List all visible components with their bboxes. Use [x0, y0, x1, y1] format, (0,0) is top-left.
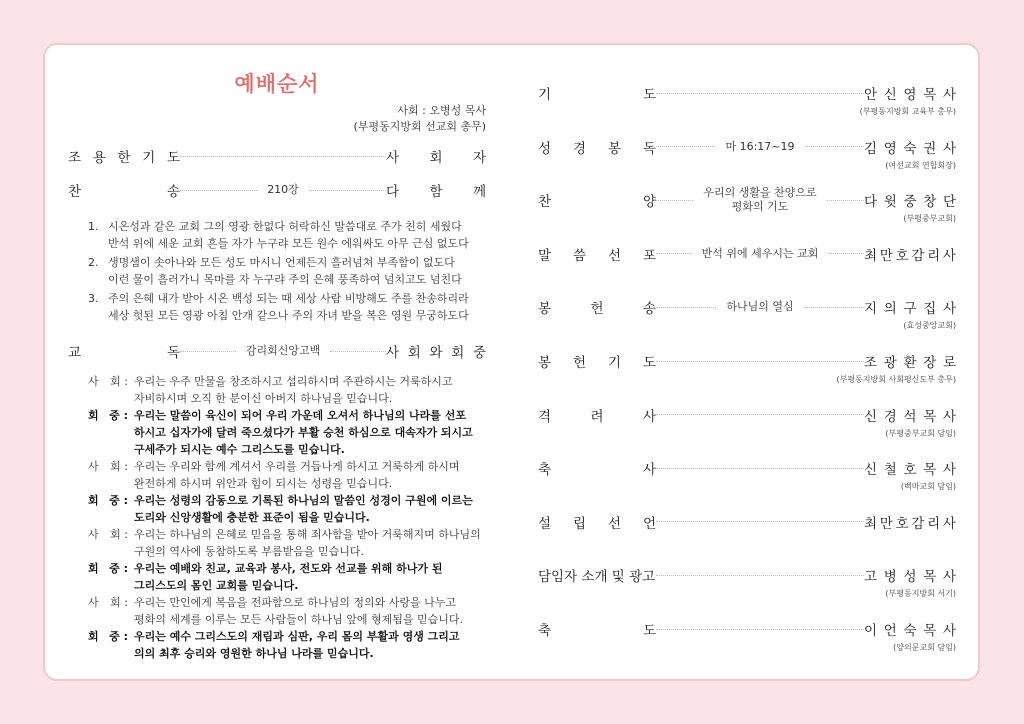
verse-text: [108, 218, 469, 252]
leader-line: [656, 146, 715, 147]
char: 숙: [903, 140, 917, 157]
program-item-person: [864, 619, 956, 639]
verse-line: 반석 위에 세운 교회 흔들 자가 누구랴 모든 원수 에워싸도 아무 근심 없도다: [108, 237, 469, 250]
response-text: [134, 526, 481, 560]
response-text: [134, 594, 463, 628]
char: 감: [911, 515, 925, 532]
speaker-char: 중 :: [109, 409, 128, 422]
reading-detail: [246, 344, 320, 358]
char: 병: [883, 569, 897, 586]
speaker-char: 회: [88, 494, 99, 507]
char: 와: [429, 345, 443, 361]
response-paragraph: [88, 526, 488, 560]
char: 기: [142, 150, 156, 166]
program-item-label: [538, 297, 656, 317]
char: 구: [903, 301, 917, 318]
char: 송: [166, 184, 180, 200]
program-item-detail-line: 하나님의 열심: [726, 300, 794, 314]
char: 다: [386, 184, 400, 200]
speaker-char: 중 :: [109, 494, 128, 507]
program-item-middle: [656, 414, 864, 415]
char: 려: [590, 408, 604, 425]
char: 언: [642, 515, 656, 532]
program-item-row: [538, 298, 956, 316]
reading-middle: [180, 344, 386, 358]
char: 영: [883, 140, 897, 157]
response-line: 우리는 말씀이 육신이 되어 우리 가운데 오셔서 하나님의 나라를 선포: [134, 409, 466, 422]
char: 조: [864, 355, 878, 371]
char: 다: [864, 194, 878, 211]
leader-line: [805, 146, 864, 147]
program-item-label: [538, 137, 656, 157]
program-item-middle: [656, 521, 864, 522]
order-item-middle: [180, 156, 386, 157]
char: 의: [883, 301, 897, 318]
char: 말: [538, 247, 552, 264]
program-item-label: [538, 619, 656, 639]
hymn-verse: [88, 218, 488, 252]
program-item-middle: [656, 468, 864, 469]
char: 사: [642, 408, 656, 425]
program-item-row: [538, 84, 956, 102]
response-line: 자비하시며 오직 한 분이신 아버지 하나님을 믿습니다.: [134, 392, 393, 405]
char: 최: [864, 247, 878, 264]
program-item-affiliation: (백마교회 담임): [900, 482, 956, 492]
char: 사: [386, 345, 400, 361]
char: 께: [472, 184, 486, 200]
order-item-middle: [180, 183, 386, 197]
program-item-middle: [656, 575, 864, 576]
response-text: [134, 628, 460, 662]
program-item-label: [538, 351, 656, 371]
char: 만: [879, 515, 893, 532]
verse-number: 3.: [88, 292, 99, 305]
char: 찬: [538, 194, 552, 211]
program-item-row: [538, 406, 956, 424]
program-item-middle: [656, 140, 864, 154]
program-item-person: [864, 458, 956, 478]
program-item-detail-line: 마 16:17~19: [725, 139, 795, 153]
char: 축: [538, 623, 552, 639]
char: 광: [883, 355, 897, 371]
speaker: [88, 526, 134, 560]
program-item-affiliation: (부평동지방회 사회평신도부 총무): [836, 375, 956, 384]
response-paragraph: [88, 560, 488, 594]
hymn-lyrics: [88, 218, 488, 326]
order-item-person: [386, 146, 486, 166]
response-text: [134, 560, 442, 594]
char: 포: [642, 247, 656, 264]
order-item-row: [68, 181, 486, 199]
char: 기: [607, 355, 622, 371]
leader-line: [330, 351, 386, 352]
char: 선: [607, 247, 622, 264]
program-item-person: [864, 351, 956, 371]
response-line: 우리는 예수 그리스도의 재림과 심판, 우리 몸의 부활과 영생 그리고: [134, 630, 460, 643]
char: 신: [864, 408, 878, 425]
program-item-affiliation: (부평동지방회 서기): [885, 589, 956, 599]
host-line-1: 사회 : 오병성 목사: [397, 104, 486, 117]
speaker: [88, 628, 134, 662]
program-item-row: [538, 186, 956, 214]
char: 헌: [572, 355, 587, 371]
char: 성: [903, 569, 917, 586]
char: 안: [864, 87, 878, 103]
program-item-person: [864, 83, 956, 103]
char: 사: [942, 408, 956, 425]
program-item-label: [538, 512, 656, 532]
char: 사: [386, 150, 400, 166]
char: 도: [642, 87, 656, 103]
page-title: 예배순서: [234, 72, 320, 96]
char: 회: [451, 345, 465, 361]
program-item-person: [864, 137, 956, 157]
program-item-person: [864, 565, 956, 585]
verse-number: 2.: [88, 256, 99, 269]
char: 창: [923, 194, 937, 211]
speaker-char: 중 :: [109, 630, 128, 643]
char: 사: [942, 515, 956, 532]
leader-line: [656, 307, 716, 308]
response-line: 우리는 우주 만물을 창조하시고 섭리하시며 주관하시는 거룩하시고: [134, 375, 453, 388]
response-line: 그리스도의 몸인 교회를 믿습니다.: [134, 579, 299, 592]
response-text: [134, 492, 473, 526]
char: 회: [407, 345, 421, 361]
char: 사: [942, 301, 956, 318]
program-item-person: [864, 297, 956, 317]
program-item-affiliation: (양의문교회 담임): [893, 643, 956, 652]
speaker: [88, 492, 134, 526]
speaker-char: 회 :: [110, 528, 128, 541]
verse-line: 생명샘이 솟아나와 모든 성도 마시니 언제든지 흘러넘쳐 부족함이 없도다: [108, 256, 455, 269]
program-item-affiliation: (부평동지방회 교육부 총무): [859, 107, 956, 116]
char: 회: [429, 150, 443, 166]
char: 축: [538, 462, 552, 479]
program-item-person: [864, 244, 956, 264]
response-paragraph: [88, 407, 488, 458]
order-item-label: [68, 146, 180, 166]
program-item-label: [538, 190, 656, 210]
char: 립: [572, 515, 587, 532]
char: 사: [642, 462, 656, 479]
char: 감: [911, 247, 925, 264]
response-line: 구세주가 되시는 예수 그리스도를 믿습니다.: [134, 443, 345, 456]
char: 사: [942, 623, 956, 639]
order-item-detail-line: 210장: [267, 183, 299, 196]
verse-line: 시온성과 같은 교회 그의 영광 한없다 허락하신 말씀대로 주가 친히 세웠다: [108, 220, 462, 233]
response-line: 구원의 역사에 동참하도록 부름받음을 믿습니다.: [134, 545, 365, 558]
hymn-verse: [88, 254, 488, 288]
response-paragraph: [88, 373, 488, 407]
char: 호: [895, 247, 909, 264]
char: 신: [864, 462, 878, 479]
program-item-detail: [702, 247, 819, 261]
speaker-char: 사: [88, 528, 99, 541]
char: 호: [903, 462, 917, 479]
program-item-row: [538, 138, 956, 156]
char: 격: [538, 408, 552, 425]
char: 독: [642, 140, 656, 157]
verse-text: [108, 254, 462, 288]
hymn-verse: [88, 290, 488, 324]
char: 지: [864, 301, 878, 318]
reading-label: [68, 341, 180, 361]
char: 봉: [538, 355, 552, 371]
leader-line: [656, 468, 864, 469]
program-item-row: [538, 459, 956, 477]
char: 이: [864, 623, 878, 639]
response-line: 도리와 신앙생활에 충분한 표준이 됨을 믿습니다.: [134, 511, 370, 524]
char: 로: [942, 355, 956, 371]
char: 사: [942, 569, 956, 586]
char: 자: [472, 150, 486, 166]
verse-number: 1.: [88, 220, 99, 233]
char: 도: [166, 150, 180, 166]
leader-line: [828, 253, 864, 254]
leader-line: [656, 575, 864, 576]
program-item-middle: [656, 93, 864, 94]
char: 리: [927, 515, 941, 532]
char: 중: [472, 345, 486, 361]
char: 환: [903, 355, 917, 371]
response-text: [134, 373, 453, 407]
char: 봉: [607, 140, 622, 157]
char: 사: [942, 462, 956, 479]
char: 경: [572, 140, 587, 157]
char: 목: [923, 623, 937, 639]
leader-line: [656, 200, 693, 201]
verse-line: 이런 물이 흘러가니 목마를 자 누구랴 주의 은혜 풍족하여 넘치고도 넘친다: [108, 273, 462, 286]
leader-line: [180, 156, 386, 157]
char: 도: [642, 623, 656, 639]
program-item-row: [538, 352, 956, 370]
response-line: 우리는 만인에게 복음을 전파함으로 하나님의 정의와 사랑을 나누고: [134, 596, 457, 609]
char: 언: [883, 623, 897, 639]
char: 목: [923, 408, 937, 425]
char: 설: [538, 515, 552, 532]
speaker-char: 회 :: [110, 596, 128, 609]
reading-row: [68, 342, 486, 360]
order-item-person: [386, 180, 486, 200]
char: 경: [883, 408, 897, 425]
char: 사: [942, 247, 956, 264]
program-item-middle: [656, 629, 864, 630]
char: 기: [538, 87, 552, 103]
leader-line: [656, 414, 864, 415]
speaker: [88, 407, 134, 458]
char: 단: [942, 194, 956, 211]
response-line: 완전하게 하시며 위안과 힘이 되시는 성령을 믿습니다.: [134, 477, 393, 490]
char: 함: [429, 184, 443, 200]
char: 호: [895, 515, 909, 532]
reading-person: [386, 341, 486, 361]
program-item-person: [864, 512, 956, 532]
program-item-label: [538, 83, 656, 103]
char: 조: [68, 150, 82, 166]
char: 목: [923, 569, 937, 586]
program-item-label: [538, 405, 656, 425]
response-paragraph: [88, 594, 488, 628]
response-line: 하시고 십자가에 달려 죽으셨다가 부활 승천 하심으로 대속자가 되시고: [134, 426, 473, 439]
response-line: 우리는 성령의 감동으로 기록된 하나님의 말씀인 성경이 구원에 이르는: [134, 494, 473, 507]
char: 영: [903, 87, 917, 103]
program-item-affiliation: (효성중앙교회): [903, 321, 956, 331]
leader-line: [827, 200, 864, 201]
speaker: [88, 458, 134, 492]
program-item-row: [538, 620, 956, 638]
leader-line: [180, 190, 257, 191]
char: 사: [942, 140, 956, 157]
char: 도: [642, 355, 656, 371]
program-item-detail-line: 평화의 기도: [731, 200, 789, 214]
char: 신: [883, 87, 897, 103]
verse-line: 주의 은혜 내가 받아 시온 백성 되는 때 세상 사람 비방해도 주를 찬송하리라: [108, 292, 469, 305]
program-item-row: [538, 513, 956, 531]
program-item-middle: [656, 361, 864, 362]
program-item-affiliation: (부평중부교회 담임): [885, 428, 956, 438]
char: 씀: [572, 247, 587, 264]
response-paragraph: [88, 458, 488, 492]
program-item-label: [538, 565, 656, 585]
speaker-char: 중 :: [109, 562, 128, 575]
response-line: 우리는 우리와 함께 계셔서 우리를 거듭나게 하시고 거룩하게 하시며: [134, 460, 460, 473]
response-text: [134, 458, 460, 492]
char: 담임자 소개 및 광고: [538, 569, 656, 586]
response-line: 의의 최후 승리와 영원한 하나님 나라를 믿습니다.: [134, 647, 374, 660]
program-item-row: [538, 566, 956, 584]
char: 헌: [590, 301, 604, 318]
char: 독: [166, 345, 180, 361]
leader-line: [656, 629, 864, 630]
char: 최: [864, 515, 878, 532]
char: 중: [903, 194, 917, 211]
speaker-char: 회: [88, 562, 99, 575]
char: 윗: [883, 194, 897, 211]
char: 성: [538, 140, 552, 157]
char: 철: [883, 462, 897, 479]
speaker-char: 사: [88, 460, 99, 473]
order-item-label: [68, 180, 180, 200]
program-item-detail-line: 우리의 생활을 찬양으로: [703, 186, 817, 200]
char: 사: [942, 87, 956, 103]
char: 목: [923, 87, 937, 103]
speaker-char: 회: [88, 630, 99, 643]
char: 집: [923, 301, 937, 318]
program-item-label: [538, 458, 656, 478]
leader-line: [309, 190, 386, 191]
reading-detail-line: 감리회신앙고백: [245, 344, 321, 357]
speaker-char: 회 :: [110, 460, 128, 473]
verse-text: [108, 290, 469, 324]
program-item-affiliation: (여선교회 연합회장): [885, 160, 956, 170]
char: 리: [927, 247, 941, 264]
order-item-detail: [267, 183, 299, 197]
speaker-char: 사: [88, 596, 99, 609]
response-line: 우리는 하나님의 은혜로 믿음을 통해 죄사함을 받아 거룩해지며 하나님의: [134, 528, 481, 541]
speaker-char: 회: [88, 409, 99, 422]
speaker-char: 사: [88, 375, 99, 388]
char: 석: [903, 408, 917, 425]
char: 김: [864, 140, 878, 157]
char: 봉: [538, 301, 552, 318]
char: 권: [923, 140, 937, 157]
char: 송: [642, 301, 656, 318]
program-item-person: [864, 190, 956, 210]
program-item-row: [538, 245, 956, 263]
speaker: [88, 560, 134, 594]
leader-line: [656, 93, 864, 94]
response-paragraph: [88, 628, 488, 662]
char: 교: [68, 345, 82, 361]
char: 용: [92, 150, 106, 166]
program-item-affiliation: (부평중부교회): [903, 214, 956, 224]
program-item-detail: [703, 186, 816, 214]
verse-line: 세상 헛된 모든 영광 아침 안개 같으나 주의 자녀 받을 복은 영원 무궁하도다: [108, 309, 469, 322]
char: 장: [923, 355, 937, 371]
program-item-middle: [656, 247, 864, 261]
char: 만: [879, 247, 893, 264]
speaker: [88, 373, 134, 407]
leader-line: [656, 253, 692, 254]
program-item-detail-line: 반석 위에 세우시는 교회: [701, 246, 819, 260]
char: 선: [607, 515, 622, 532]
char: 고: [864, 569, 878, 586]
leader-line: [656, 521, 864, 522]
char: 한: [117, 150, 131, 166]
response-paragraph: [88, 492, 488, 526]
program-item-label: [538, 244, 656, 264]
char: 숙: [903, 623, 917, 639]
char: 양: [642, 194, 656, 211]
speaker-char: 회 :: [110, 375, 128, 388]
program-item-middle: [656, 186, 864, 214]
order-item-row: [68, 147, 486, 165]
program-item-person: [864, 405, 956, 425]
response-text: [134, 407, 473, 458]
response-line: 평화의 세계를 이루는 모든 사람들이 하나님 앞에 형제됨을 믿습니다.: [134, 613, 463, 626]
leader-line: [180, 351, 236, 352]
program-item-detail: [725, 140, 794, 154]
response-line: 우리는 예배와 친교, 교육과 봉사, 전도와 선교를 위해 하나가 된: [134, 562, 443, 575]
leader-line: [804, 307, 864, 308]
leader-line: [656, 361, 864, 362]
speaker: [88, 594, 134, 628]
host-line-2: (부평동지방회 선교회 총무): [353, 120, 486, 133]
char: 목: [923, 462, 937, 479]
responsive-reading: [88, 373, 488, 662]
program-item-detail: [726, 300, 793, 314]
char: 찬: [68, 184, 82, 200]
program-item-middle: [656, 300, 864, 314]
host-info: [354, 103, 486, 135]
